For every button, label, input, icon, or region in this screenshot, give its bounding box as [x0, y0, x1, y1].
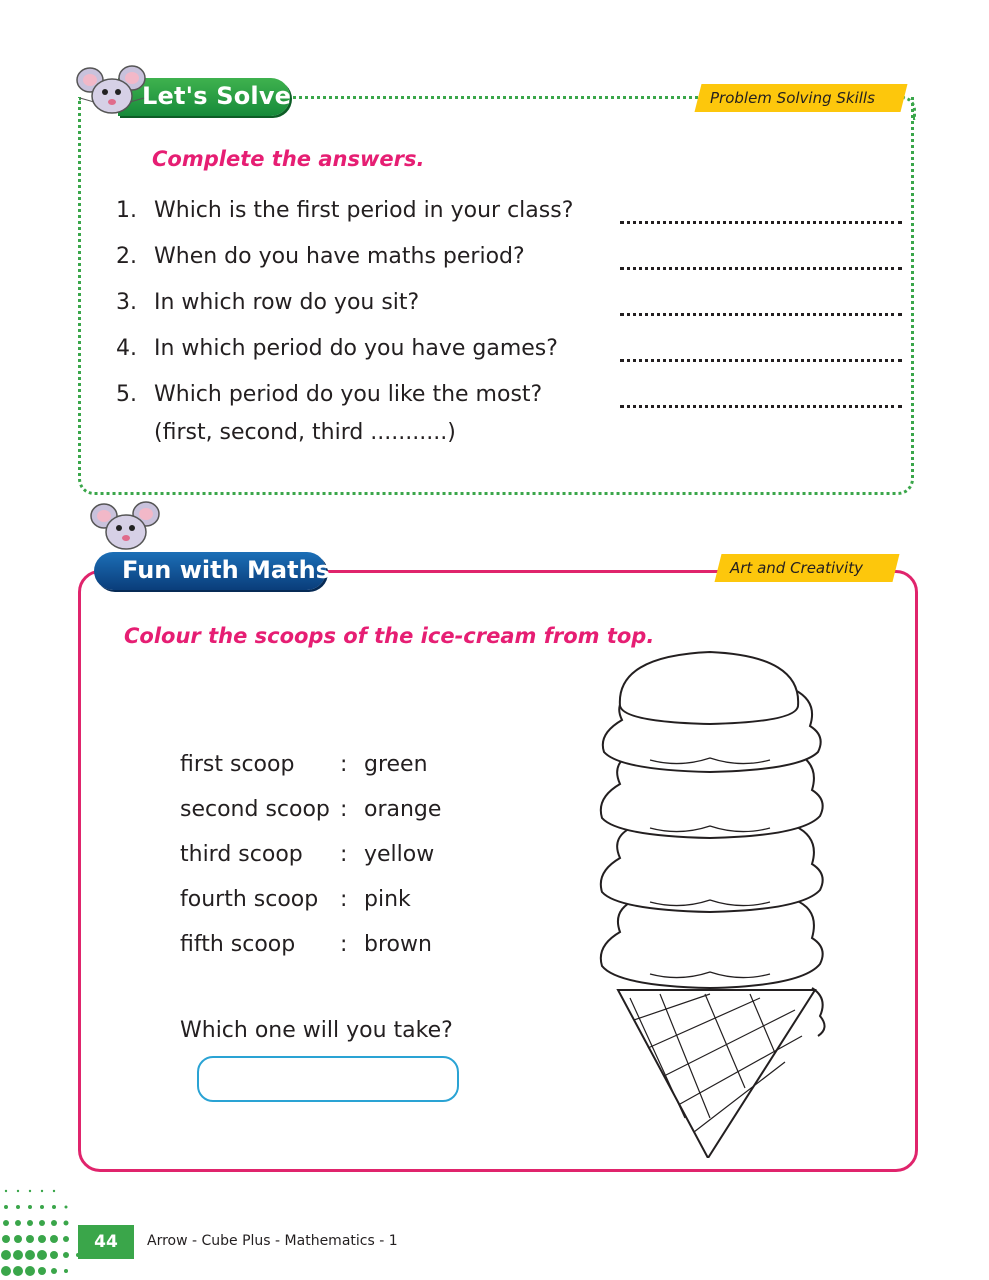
question-number: 3.	[116, 290, 137, 315]
question-row	[116, 280, 906, 326]
scoop-colon: :	[340, 842, 348, 867]
question-row	[116, 326, 906, 372]
question-text: When do you have maths period?	[154, 244, 525, 269]
scoop-colour: green	[364, 752, 428, 777]
scoop-colon: :	[340, 932, 348, 957]
question-row	[116, 188, 906, 234]
fun-instruction: Colour the scoops of the ice-cream from top.	[124, 624, 655, 648]
question-row	[116, 372, 906, 418]
scoop-name: fourth scoop	[180, 887, 319, 912]
question-text: In which period do you have games?	[154, 336, 558, 361]
fun-with-maths-title: Fun with Maths	[122, 556, 330, 584]
question-row	[116, 234, 906, 280]
question-list	[116, 188, 906, 418]
answer-input-box[interactable]	[197, 1056, 459, 1102]
answer-blank[interactable]	[620, 221, 902, 224]
problem-solving-tag: Problem Solving Skills	[695, 84, 908, 112]
scoop-colour: brown	[364, 932, 432, 957]
answer-blank[interactable]	[620, 267, 902, 270]
book-title: Arrow - Cube Plus - Mathematics - 1	[147, 1233, 398, 1249]
scoop-colour: orange	[364, 797, 442, 822]
scoop-row	[180, 742, 480, 787]
scoop-row	[180, 832, 480, 877]
question-number: 4.	[116, 336, 137, 361]
art-creativity-tag: Art and Creativity	[715, 554, 900, 582]
scoop-colour-list	[180, 742, 480, 967]
scoop-name: first scoop	[180, 752, 295, 777]
scoop-row	[180, 922, 480, 967]
which-one-question: Which one will you take?	[180, 1018, 453, 1043]
page-number: 44	[78, 1225, 134, 1259]
lets-solve-title: Let's Solve	[142, 82, 292, 110]
question-number: 5.	[116, 382, 137, 407]
scoop-colour: pink	[364, 887, 411, 912]
answer-blank[interactable]	[620, 359, 902, 362]
answer-blank[interactable]	[620, 313, 902, 316]
scoop-row	[180, 877, 480, 922]
question-number: 2.	[116, 244, 137, 269]
question-text: In which row do you sit?	[154, 290, 420, 315]
options-note: (first, second, third ...........)	[154, 420, 456, 445]
mouse-mascot-icon	[76, 64, 148, 120]
scoop-name: third scoop	[180, 842, 303, 867]
scoop-colon: :	[340, 752, 348, 777]
ice-cream-cone-icon[interactable]	[590, 648, 840, 1158]
answer-blank[interactable]	[620, 405, 902, 408]
question-number: 1.	[116, 198, 137, 223]
scoop-row	[180, 787, 480, 832]
question-text: Which is the first period in your class?	[154, 198, 574, 223]
scoop-name: second scoop	[180, 797, 330, 822]
scoop-colon: :	[340, 887, 348, 912]
scoop-colour: yellow	[364, 842, 435, 867]
scoop-name: fifth scoop	[180, 932, 296, 957]
mouse-mascot-icon	[90, 500, 162, 556]
question-text: Which period do you like the most?	[154, 382, 543, 407]
scoop-colon: :	[340, 797, 348, 822]
solve-instruction: Complete the answers.	[152, 147, 425, 171]
